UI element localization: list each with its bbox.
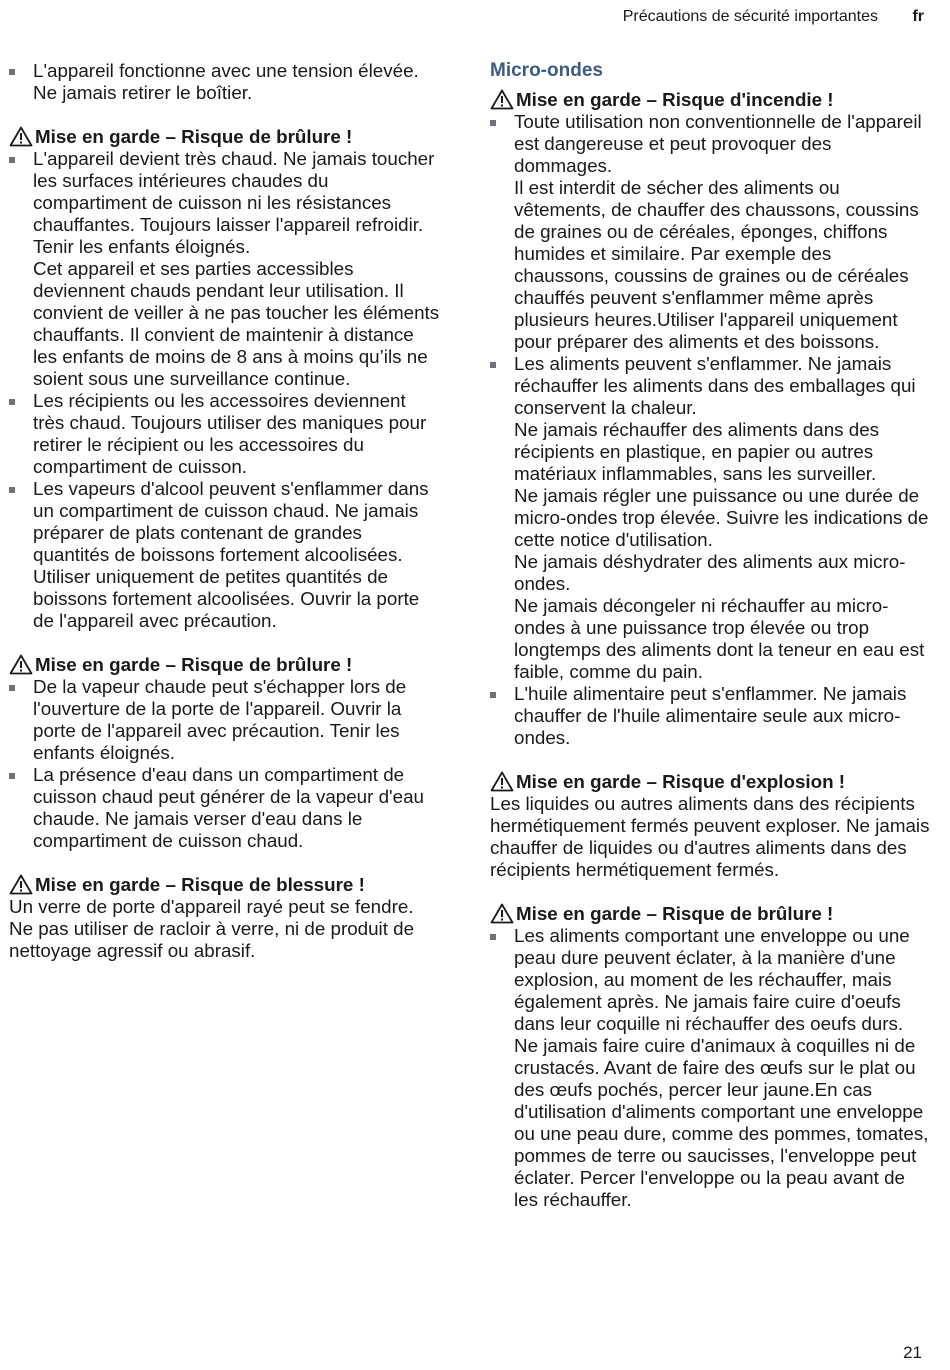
warning-title: Mise en garde – Risque de brûlure ! bbox=[35, 654, 353, 675]
page-number: 21 bbox=[903, 1343, 922, 1362]
list-item bbox=[9, 390, 441, 478]
bullet-square-icon bbox=[490, 692, 496, 698]
bullet-square-icon bbox=[490, 362, 496, 368]
warning-block bbox=[9, 126, 441, 632]
bullet-square-icon bbox=[9, 399, 15, 405]
warning-heading bbox=[9, 874, 441, 896]
warning-block bbox=[490, 89, 930, 749]
language-code: fr bbox=[912, 8, 924, 25]
bullet-square-icon bbox=[9, 69, 15, 75]
warning-triangle-icon bbox=[490, 89, 514, 110]
right-column bbox=[490, 60, 930, 1233]
list-item bbox=[9, 478, 441, 632]
list-item bbox=[490, 683, 930, 749]
bullet-list bbox=[9, 676, 441, 852]
list-item-text: L'appareil devient très chaud. Ne jamais toucher les surfaces intérieures chaudes du compartiment de cuisson ni les résistances chauffantes. Toujours laisser l'appareil refroidir. Tenir les enfants éloignés. Cet appareil et ses parties accessibles deviennent chauds pendant leur utilisation. Il convient de veiller à ne pas toucher les éléments chauffants. Il convient de maintenir à distance les enfants de moins de 8 ans à moins qu’ils ne soient sous une surveillance continue. bbox=[33, 148, 440, 389]
bullet-square-icon bbox=[9, 487, 15, 493]
list-item-text: L'huile alimentaire peut s'enflammer. Ne jamais chauffer de l'huile alimentaire seule aux micro-ondes. bbox=[514, 683, 907, 748]
warning-title: Mise en garde – Risque d'incendie ! bbox=[516, 89, 834, 110]
warning-block bbox=[9, 874, 441, 962]
header-title: Précautions de sécurité importantes bbox=[622, 8, 878, 25]
list-item bbox=[490, 925, 930, 1211]
page-header bbox=[0, 8, 950, 28]
bullet-square-icon bbox=[9, 157, 15, 163]
list-item bbox=[9, 60, 441, 104]
list-item-text: Les récipients ou les accessoires deviennent très chaud. Toujours utiliser des maniques pour retirer le récipient ou les accessoires du compartiment de cuisson. bbox=[33, 390, 427, 477]
list-item-text: Toute utilisation non conventionnelle de l'appareil est dangereuse et peut provoquer des dommages. Il est interdit de sécher des aliments ou vêtements, de chauffer des chaussons, coussins de graines ou de céréales, éponges, chiffons humides et similaire. Par exemple des chaussons, coussins de graines ou de céréales chauffés peuvent s'enflammer même après plusieurs heures.Utiliser l'appareil uniquement pour préparer des aliments et des boissons. bbox=[514, 111, 922, 352]
section-title: Micro-ondes bbox=[490, 60, 603, 81]
warning-title: Mise en garde – Risque de brûlure ! bbox=[516, 903, 834, 924]
warning-heading bbox=[490, 89, 930, 111]
list-item bbox=[9, 764, 441, 852]
warning-triangle-icon bbox=[490, 771, 514, 792]
list-item-text: La présence d'eau dans un compartiment de cuisson chaud peut générer de la vapeur d'eau chaude. Ne jamais verser d'eau dans le compartiment de cuisson chaud. bbox=[33, 764, 424, 851]
warning-heading bbox=[9, 126, 441, 148]
list-item bbox=[490, 353, 930, 683]
warning-heading bbox=[490, 771, 930, 793]
warning-heading bbox=[9, 654, 441, 676]
list-item bbox=[9, 148, 441, 390]
list-item-text: Les vapeurs d'alcool peuvent s'enflammer dans un compartiment de cuisson chaud. Ne jamais préparer de plats contenant de grandes quantités de boissons fortement alcoolisées. Utiliser uniquement de petites quantités de boissons fortement alcoolisées. Ouvrir la porte de l'appareil avec précaution. bbox=[33, 478, 429, 631]
warning-triangle-icon bbox=[9, 874, 33, 895]
bullet-square-icon bbox=[490, 120, 496, 126]
warning-triangle-icon bbox=[9, 654, 33, 675]
warning-block bbox=[490, 771, 930, 881]
bullet-square-icon bbox=[9, 685, 15, 691]
warning-triangle-icon bbox=[9, 126, 33, 147]
list-item-text: L'appareil fonctionne avec une tension élevée. Ne jamais retirer le boîtier. bbox=[33, 60, 419, 103]
warning-text: Les liquides ou autres aliments dans des récipients hermétiquement fermés peuvent exploser. Ne jamais chauffer de liquides ou d'autres aliments dans des récipients hermétiquement fermés. bbox=[490, 793, 930, 880]
list-item-text: Les aliments peuvent s'enflammer. Ne jamais réchauffer les aliments dans des emballages qui conservent la chaleur. Ne jamais réchauffer des aliments dans des récipients en plastique, en papier ou autres matériaux inflammables, sans les surveiller. Ne jamais régler une puissance ou une durée de micro-ondes trop élevée. Suivre les indications de cette notice d'utilisation. Ne jamais déshydrater des aliments aux micro-ondes. Ne jamais décongeler ni réchauffer au micro-ondes à une puissance trop élevée ou trop longtemps des aliments dont la teneur en eau est faible, comme du pain. bbox=[514, 353, 929, 682]
bullet-square-icon bbox=[9, 773, 15, 779]
warning-block bbox=[9, 654, 441, 852]
bullet-list bbox=[490, 111, 930, 749]
warning-title: Mise en garde – Risque de brûlure ! bbox=[35, 126, 353, 147]
warning-heading bbox=[490, 903, 930, 925]
list-item bbox=[490, 111, 930, 353]
list-item bbox=[9, 676, 441, 764]
warning-triangle-icon bbox=[490, 903, 514, 924]
bullet-square-icon bbox=[490, 934, 496, 940]
bullet-list bbox=[9, 60, 441, 104]
warning-title: Mise en garde – Risque de blessure ! bbox=[35, 874, 365, 895]
bullet-list bbox=[9, 148, 441, 632]
warning-block bbox=[490, 903, 930, 1211]
warning-title: Mise en garde – Risque d'explosion ! bbox=[516, 771, 846, 792]
list-item-text: De la vapeur chaude peut s'échapper lors de l'ouverture de la porte de l'appareil. Ouvrir la porte de l'appareil avec précaution. Tenir les enfants éloignés. bbox=[33, 676, 407, 763]
left-column bbox=[9, 60, 441, 984]
list-item-text: Les aliments comportant une enveloppe ou une peau dure peuvent éclater, à la manière d'une explosion, au moment de les réchauffer, mais également après. Ne jamais faire cuire d'oeufs dans leur coquille ni réchauffer des oeufs durs. Ne jamais faire cuire d'animaux à coquilles ni de crustacés. Avant de faire des œufs sur le plat ou des œufs pochés, percer leur jaune.En cas d'utilisation d'aliments comportant une enveloppe ou une peau dure, comme des pommes, tomates, pommes de terre ou saucisses, l'enveloppe peut éclater. Percer l'enveloppe ou la peau avant de les réchauffer. bbox=[514, 925, 929, 1210]
warning-text: Un verre de porte d'appareil rayé peut se fendre. Ne pas utiliser de racloir à verre, ni de produit de nettoyage agressif ou abrasif. bbox=[9, 896, 415, 961]
bullet-list bbox=[490, 925, 930, 1211]
